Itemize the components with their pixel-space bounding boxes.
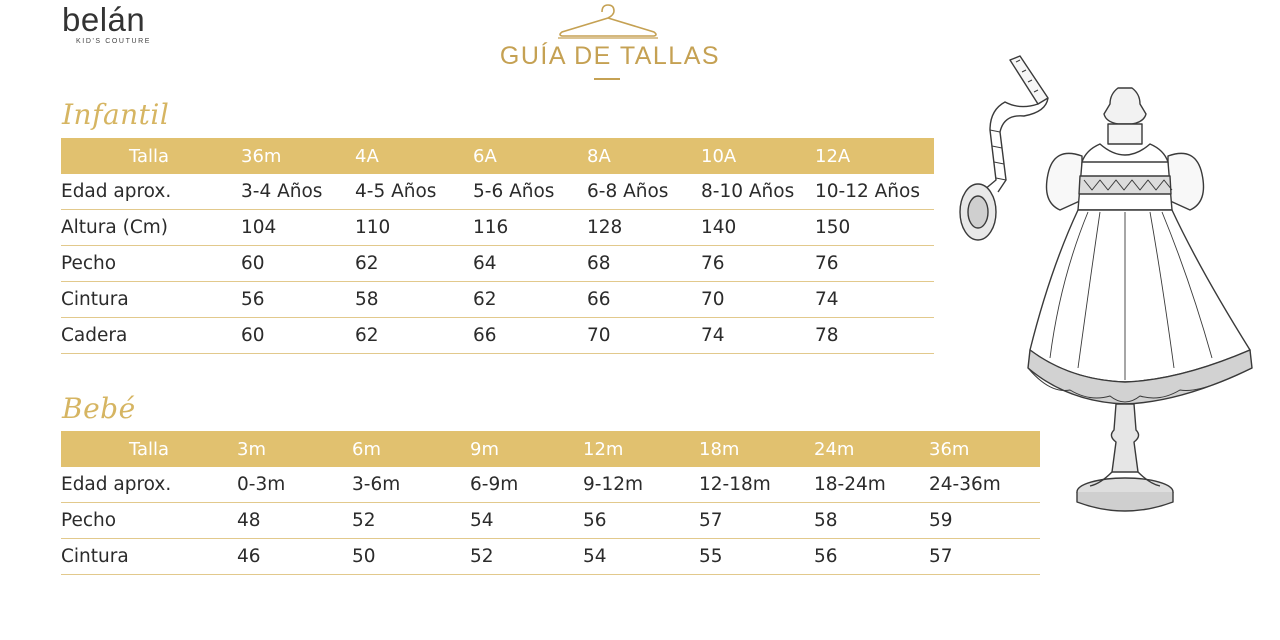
table-cell: 6-8 Años	[587, 174, 701, 210]
table-cell: 62	[355, 318, 473, 354]
table-cell: 58	[814, 503, 929, 539]
header-cell: Talla	[61, 138, 241, 174]
table-cell: 76	[701, 246, 815, 282]
row-label: Edad aprox.	[61, 467, 237, 503]
table-row	[61, 246, 934, 282]
table-cell: 140	[701, 210, 815, 246]
title-underline	[594, 78, 620, 80]
table-cell: 70	[587, 318, 701, 354]
table-cell: 70	[701, 282, 815, 318]
table-cell: 46	[237, 539, 352, 575]
table-row	[61, 539, 1040, 575]
table-cell: 52	[470, 539, 583, 575]
table-cell: 76	[815, 246, 934, 282]
header-cell: 12m	[583, 431, 699, 467]
table-cell: 54	[583, 539, 699, 575]
table-cell: 55	[699, 539, 814, 575]
header-cell: 18m	[699, 431, 814, 467]
table-cell: 74	[701, 318, 815, 354]
header-cell: 9m	[470, 431, 583, 467]
table-cell: 56	[814, 539, 929, 575]
row-label: Pecho	[61, 246, 241, 282]
header-cell: 36m	[929, 431, 1040, 467]
table-row	[61, 174, 934, 210]
table-cell: 68	[587, 246, 701, 282]
section-title-infantil: Infantil	[62, 98, 170, 131]
row-label: Pecho	[61, 503, 237, 539]
table-cell: 62	[355, 246, 473, 282]
header-cell: 6m	[352, 431, 470, 467]
table-cell: 10-12 Años	[815, 174, 934, 210]
header-cell: 24m	[814, 431, 929, 467]
table-cell: 4-5 Años	[355, 174, 473, 210]
infantil-size-table	[61, 138, 934, 354]
table-cell: 150	[815, 210, 934, 246]
row-label: Cintura	[61, 282, 241, 318]
page-title: GUÍA DE TALLAS	[499, 42, 721, 70]
table-cell: 110	[355, 210, 473, 246]
tape-measure-icon	[960, 56, 1048, 240]
table-cell: 6-9m	[470, 467, 583, 503]
table-cell: 59	[929, 503, 1040, 539]
table-row	[61, 467, 1040, 503]
table-row	[61, 282, 934, 318]
brand-name: belán	[62, 1, 146, 38]
row-label: Cadera	[61, 318, 241, 354]
section-title-bebe: Bebé	[62, 392, 136, 425]
table-cell: 3-4 Años	[241, 174, 355, 210]
table-cell: 24-36m	[929, 467, 1040, 503]
table-cell: 60	[241, 246, 355, 282]
header-cell: 4A	[355, 138, 473, 174]
table-cell: 54	[470, 503, 583, 539]
table-cell: 78	[815, 318, 934, 354]
table-cell: 57	[699, 503, 814, 539]
header-cell: 3m	[237, 431, 352, 467]
table-cell: 66	[587, 282, 701, 318]
header-cell: Talla	[61, 431, 237, 467]
table-header-row	[61, 431, 1040, 467]
table-cell: 58	[355, 282, 473, 318]
table-row	[61, 210, 934, 246]
table-cell: 56	[583, 503, 699, 539]
table-cell: 8-10 Años	[701, 174, 815, 210]
table-cell: 50	[352, 539, 470, 575]
table-row	[61, 318, 934, 354]
brand-tagline: KID'S COUTURE	[76, 38, 152, 45]
header-cell: 6A	[473, 138, 587, 174]
table-cell: 104	[241, 210, 355, 246]
table-cell: 57	[929, 539, 1040, 575]
table-cell: 3-6m	[352, 467, 470, 503]
table-cell: 56	[241, 282, 355, 318]
table-cell: 128	[587, 210, 701, 246]
table-cell: 52	[352, 503, 470, 539]
table-header-row	[61, 138, 934, 174]
table-cell: 18-24m	[814, 467, 929, 503]
table-cell: 66	[473, 318, 587, 354]
table-row	[61, 503, 1040, 539]
table-cell: 116	[473, 210, 587, 246]
row-label: Edad aprox.	[61, 174, 241, 210]
table-cell: 74	[815, 282, 934, 318]
bebe-size-table	[61, 431, 1040, 575]
header-cell: 10A	[701, 138, 815, 174]
table-cell: 9-12m	[583, 467, 699, 503]
header-cell: 36m	[241, 138, 355, 174]
table-cell: 12-18m	[699, 467, 814, 503]
table-cell: 0-3m	[237, 467, 352, 503]
header-cell: 12A	[815, 138, 934, 174]
table-cell: 64	[473, 246, 587, 282]
table-cell: 48	[237, 503, 352, 539]
row-label: Cintura	[61, 539, 237, 575]
table-cell: 5-6 Años	[473, 174, 587, 210]
header-cell: 8A	[587, 138, 701, 174]
brand-logo	[62, 2, 182, 45]
row-label: Altura (Cm)	[61, 210, 241, 246]
table-cell: 60	[241, 318, 355, 354]
dress-mannequin-illustration	[950, 50, 1260, 530]
hanger-icon	[556, 2, 660, 42]
table-cell: 62	[473, 282, 587, 318]
